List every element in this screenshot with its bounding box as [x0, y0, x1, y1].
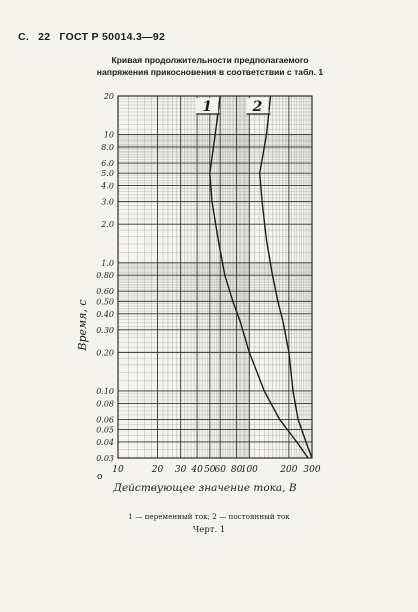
x-tick-label: 100 [240, 465, 258, 475]
chart-title-line-2: напряжения прикосновения в соответствии с табл. 1 [96, 67, 324, 77]
y-tick-label: 0.05 [96, 425, 114, 435]
y-tick-label: 20 [103, 92, 114, 101]
y-tick-label: 4.0 [101, 181, 114, 191]
y-tick-labels [96, 92, 114, 463]
y-tick-label: 0.10 [96, 386, 114, 396]
y-tick-label: 5.0 [101, 169, 114, 179]
page-number: 22 [38, 31, 51, 43]
curve-label-2: 2 [252, 99, 263, 115]
curve-label-1: 1 [202, 99, 213, 115]
x-tick-label: 50 [204, 465, 216, 475]
x-tick-label: 200 [280, 465, 298, 475]
y-tick-label: 0.20 [96, 348, 114, 358]
x-tick-label: 80 [230, 465, 243, 475]
y-tick-label: 0.40 [96, 309, 114, 319]
y-tick-label: 0.06 [96, 415, 114, 425]
x-tick-labels [112, 465, 321, 475]
y-axis-label: Время, с [76, 299, 89, 351]
y-tick-label: 8.0 [101, 143, 114, 153]
y-tick-label: 6.0 [101, 159, 114, 169]
y-tick-label: 1.0 [101, 258, 114, 268]
page-prefix: С. [18, 31, 30, 43]
y-tick-label: 0.04 [96, 437, 114, 447]
curve-labels [196, 98, 270, 115]
y-tick-label: 3.0 [101, 197, 114, 207]
y-tick-label: 0.60 [96, 287, 114, 297]
x-tick-label: 20 [151, 465, 164, 475]
y-tick-label: 0.80 [96, 271, 114, 281]
y-tick-label: 2.0 [101, 220, 114, 230]
y-tick-label: 0.50 [96, 297, 114, 307]
figure-caption: 1 — переменный ток; 2 — постоянный ток [128, 512, 290, 521]
x-tick-label: 60 [214, 465, 226, 475]
corner-mark: о [97, 472, 103, 482]
y-tick-label: 0.03 [96, 454, 114, 463]
y-tick-label: 10 [103, 130, 114, 140]
x-tick-label: 30 [174, 465, 187, 475]
y-tick-label: 0.08 [96, 399, 114, 409]
x-axis-label: Действующее значение тока, В [113, 482, 297, 494]
y-tick-label: 0.30 [96, 325, 114, 335]
standard-designation: ГОСТ Р 50014.3—92 [59, 31, 166, 43]
x-tick-label: 300 [303, 465, 321, 475]
figure-label: Черт. 1 [192, 525, 226, 535]
chart-title-line-1: Кривая продолжительности предполагаемого [111, 55, 309, 65]
x-tick-label: 40 [191, 465, 203, 475]
x-tick-label: 10 [112, 465, 124, 475]
